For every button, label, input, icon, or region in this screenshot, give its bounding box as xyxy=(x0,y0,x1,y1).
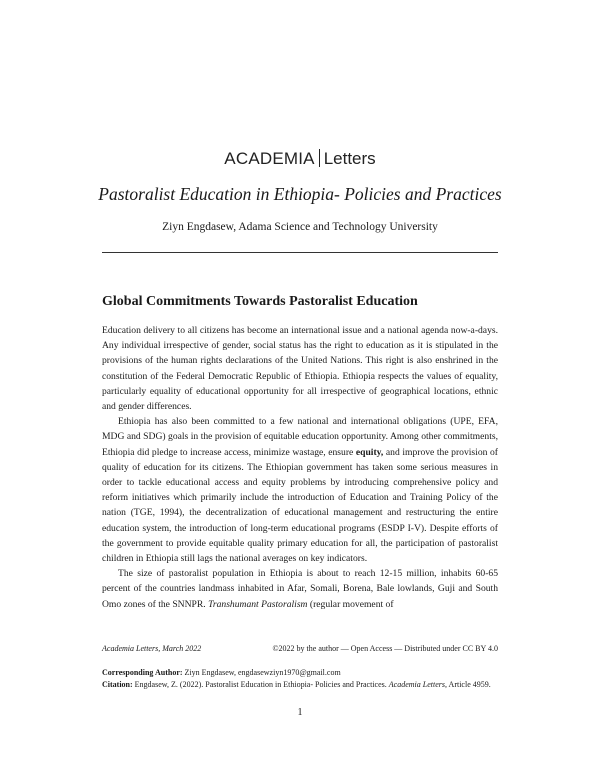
paragraph-1: Education delivery to all citizens has become an international issue and a national agenda now-a-days. Any individual irrespective of gender, social status has the right to education as it is stipulated in the provisions of the human rights declarations of the United Nations. This right is also enshrined in the constitution of the Federal Democratic Republic of Ethiopia. Ethiopia respects the values of equality, particularly equality of educational opportunity for all irrespective of geographical locations, ethnic and gender differences. xyxy=(102,325,498,413)
paragraph-3-text-b: (regular movement of xyxy=(307,598,394,610)
paragraph-3-text-a: The size of pastoralist population in Ethiopia is about to reach 12-15 million, inhabits 60-65 percent of the countries landmass inhabited in Afar, Somali, Borena, Bale lowlands, Guji and South Omo zones of the SNNPR. xyxy=(102,568,498,610)
author-line: Ziyn Engdasew, Adama Science and Technology University xyxy=(162,221,438,233)
paragraph-2-text-a: Ethiopia has also been committed to a few national and international obligations (UPE, EFA, MDG and SDG) goals in the provision of equitable education opportunity. Among other commitments, Ethiopia did pledge to increase access, minimize wastage, ensure xyxy=(102,416,498,458)
footer-meta xyxy=(102,667,498,691)
citation-article: , Article 4959. xyxy=(444,680,491,689)
corresponding-author-value: Ziyn Engdasew, engdasewziyn1970@gmail.com xyxy=(182,668,341,677)
brand-main: ACADEMIA xyxy=(224,149,315,168)
paragraph-2 xyxy=(102,414,498,566)
paragraph-3-italic: Transhumant Pastoralism xyxy=(208,598,308,610)
brand-sub: Letters xyxy=(323,149,376,168)
brand-separator xyxy=(319,149,320,167)
paragraph-3 xyxy=(102,566,498,612)
title-divider xyxy=(102,252,498,253)
section-heading: Global Commitments Towards Pastoralist Education xyxy=(102,294,418,309)
academia-letters-logo xyxy=(0,148,600,170)
footer-license: ©2022 by the author — Open Access — Distributed under CC BY 4.0 xyxy=(272,644,498,653)
article-body xyxy=(102,323,498,612)
paragraph-2-text-b: and improve the provision of quality of education for its citizens. The Ethiopian government has taken some serious measures in order to tackle educational access and equity problems by introducing comprehensive policy and reform initiatives which primarily include the introduction of Education and Training Policy of the nation (TGE, 1994), the decentralization of educational management and restructuring the entire education system, the introduction of long-term educational programs (ESDP I-V). Despite efforts of the government to provide equitable quality primary education for all, the participation of pastoralist children in Ethiopia still lags the national averages on key indicators. xyxy=(102,446,498,565)
corresponding-author xyxy=(102,667,498,679)
footer-venue: Academia Letters, March 2022 xyxy=(102,644,202,653)
citation-journal: Academia Letters xyxy=(388,680,445,689)
citation-label: Citation: xyxy=(102,680,133,689)
article-title: Pastoralist Education in Ethiopia- Policies and Practices xyxy=(98,184,502,204)
citation-value: Engdasew, Z. (2022). Pastoralist Education in Ethiopia- Policies and Practices. xyxy=(132,680,389,689)
footer-venue-line xyxy=(102,643,498,655)
corresponding-author-label: Corresponding Author: xyxy=(102,668,183,677)
citation xyxy=(102,679,498,691)
page-number: 1 xyxy=(297,707,303,718)
paragraph-2-bold: equity, xyxy=(355,446,384,458)
